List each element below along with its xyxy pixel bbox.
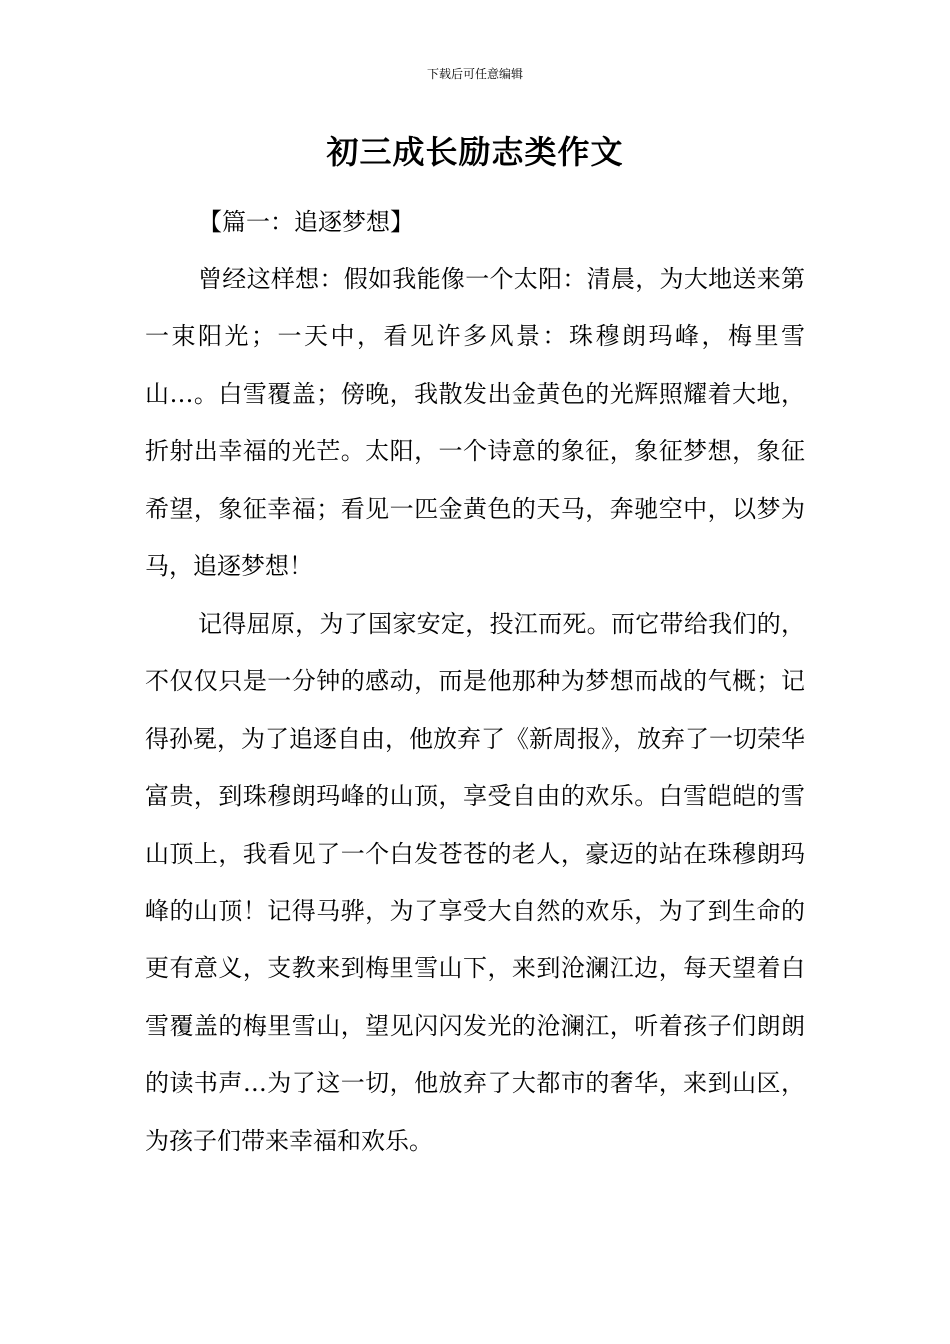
- document-title: 初三成长励志类作文: [326, 133, 624, 171]
- section-heading: 【篇一：追逐梦想】: [198, 208, 414, 236]
- body-paragraph: 记得屈原，为了国家安定，投江而死。而它带给我们的，不仅仅只是一分钟的感动，而是他那种为梦想而战的气概；记得孙冕，为了追逐自由，他放弃了《新周报》，放弃了一切荣华富贵，到珠穆朗玛峰的山顶，享受自由的欢乐。白雪皑皑的雪山顶上，我看见了一个白发苍苍的老人，豪迈的站在珠穆朗玛峰的山顶！记得马骅，为了享受大自然的欢乐，为了到生命的更有意义，支教来到梅里雪山下，来到沧澜江边，每天望着白雪覆盖的梅里雪山，望见闪闪发光的沧澜江，听着孩子们朗朗的读书声…为了这一切，他放弃了大都市的奢华，来到山区，为孩子们带来幸福和欢乐。: [145, 610, 805, 1155]
- header-note: 下载后可任意编辑: [426, 67, 523, 81]
- body-paragraph: 曾经这样想：假如我能像一个太阳：清晨，为大地送来第一束阳光；一天中，看见许多风景：珠穆朗玛峰，梅里雪山…。白雪覆盖；傍晚，我散发出金黄色的光辉照耀着大地，折射出幸福的光芒。太阳，一个诗意的象征，象征梦想，象征希望，象征幸福；看见一匹金黄色的天马，奔驰空中，以梦为马，追逐梦想！: [145, 265, 805, 581]
